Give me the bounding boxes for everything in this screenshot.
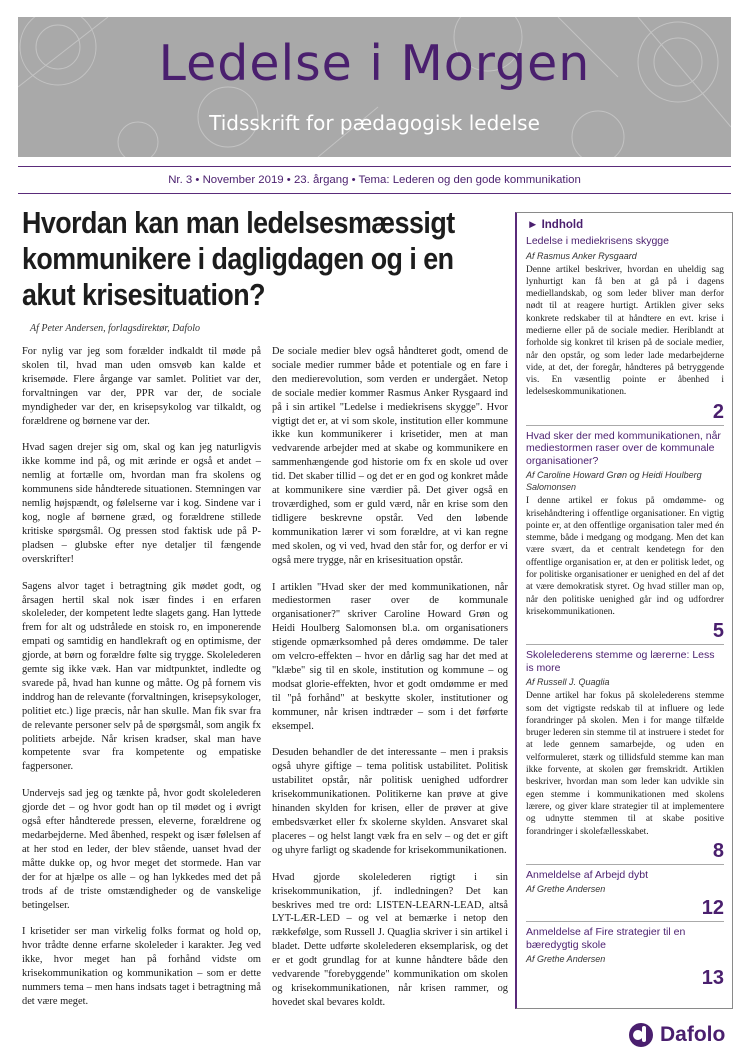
contents-item-title: Ledelse i mediekrisens skygge <box>526 235 669 247</box>
contents-item-description: Denne artikel har fokus på skolelederens stemme som det vigtigste redskab til at influere og lede forandringer på skolen. Men i for mange tilfælde bruger lederen sin stemme til at instruere i stedet for at lede gennem samarbejde, og uden en velformuleret, stærk og tillidsfuld stemme kan man ikke forvente, at skolen gør fremskridt. Artiklen beskriver, hvordan man som leder kan udvikle sin egen stemme i kommunikationen med skolens lærere, og giver klare strategier til at implementere og udnytte stemmen til at skabe positive forandringer i skolefællesskabet. <box>526 691 724 837</box>
paragraph: I artiklen "Hvad sker der med kommunikationen, når mediestormen raser over de kommunale organisationer?" skriver Caroline Howard Grøn og Heidi Houlberg Salomonsen bl.a. om organisationers stigende opmærksomhed på deres omdømme. De taler om velcro-effekten – hvor en dårlig sag har det med at "klæbe" sig til en skole, institution og kommune – og modsat glorie-effekten, hvor et godt omdømme er med til "på forhånd" at beskytte skoler, institutioner og kommuner, når krisen indtræder – som i det førførte eksempel. <box>272 581 508 732</box>
divider <box>526 644 724 645</box>
article-byline: Af Peter Andersen, forlagsdirektør, Dafolo <box>30 323 200 334</box>
paragraph: Hvad gjorde skolelederen rigtigt i sin krisekommunikation, jf. indledningen? Det kan beskrives med tre ord: LISTEN-LEARN-LEAD, altså LYT-LÆR-LED – og vel at bemærke i netop den rækkefølge, som Russell J. Quaglia skriver i sin artikel i bladet. Dette udførte skolelederen eksemplarisk, og det er et godt grundlag for at kunne håndtere både den vedvarende "forebyggende" kommunikation om skolen og krisekommunikationen, når krisen rammer, og hovedet skal bevares koldt. <box>272 871 508 1008</box>
contents-item-page: 2 <box>712 400 724 423</box>
article-column-2 <box>272 345 508 1023</box>
contents-heading: ► Indhold <box>527 219 584 231</box>
paragraph: I krisetider ser man virkelig folks format og hold op, hvor trådte denne erfarne skoleleder i karakter. Jeg ved ikke, hvor meget han på forhånd vidste om krisekommunikation og kommunikation – som er dette nummers tema – men hans indsats taget i betragtning må det være meget. <box>22 926 261 1007</box>
paragraph: De sociale medier blev også håndteret godt, omend de sociale medier rummer både et potentiale og en fare i den medierevolution, som verden er undergået. Netop de sociale medier kommer Rasmus Anker Rysgaard ind på i sin artikel "Ledelse i mediekrisens skygge". Hvor vigtigt det er, at vi som skole, institution eller kommune ikke kun kommunikerer i krisetider, men at man vedvarende arbejder med at skabe og kommunikere en sammenhængende god historie om fx en skole ud over tid. Det skaber tillid – og det er en god og konkret måde at kommunikere sine værdier på. Det giver også en troværdighed, som er guld værd, når en krise som den tidligere beskrevne opstår. Ved den løbende kommunikation lærer vi som forældre, at vi kan regne med skolen, og vi ved, hvad den står for, og derfor er vi også mere trygge, når en krisesituation opstår. <box>272 346 508 566</box>
dafolo-logo-icon <box>628 1022 654 1048</box>
paragraph: Hvad sagen drejer sig om, skal og kan jeg naturligvis ikke komme ind på, og mit ærinde er også et andet – nemlig at fortælle om, hvordan man fra skolens og kommunens side håndterede situationen. Stemningen var nemlig højspændt, og følelserne var i kog. Sindene var i kog, nogle af børnene græd, og forældrene stillede kritiske spørgsmål. Og pressen stod faktisk ude på P-pladsen – glubske efter nye detaljer til fængende overskrifter! <box>22 442 261 565</box>
contents-item-page: 13 <box>701 967 724 990</box>
contents-item-author: Af Caroline Howard Grøn og Heidi Houlberg Salomonsen <box>526 470 702 493</box>
contents-item-author: Af Grethe Andersen <box>526 954 606 965</box>
contents-item-page: 12 <box>701 897 724 920</box>
divider <box>526 864 724 865</box>
divider <box>526 921 724 922</box>
article-headline: Hvordan kan man ledelsesmæssigt kommunikere i dagligdagen og i en akut krisesituation? <box>22 206 455 312</box>
contents-item-author: Af Rasmus Anker Rysgaard <box>526 250 637 261</box>
paragraph: For nylig var jeg som forælder indkaldt til møde på skolen til, hvad man uden omsvøb kan kalde et krisemøde. Flere årgange var samlet. Politiet var der, forvaltningen var der, PPR var der, de sociale myndigheder var der, en krisepsykolog var tilkaldt, og forældrene og børnene var der. <box>22 346 261 427</box>
paragraph: Sagens alvor taget i betragtning gik mødet godt, og årsagen hertil skal nok især findes i en erfaren skoleleder, der kompetent ledte slagets gang. Han lyttede frem for alt og udstrålede en stoisk ro, en imponerende empati og samtidig en handlekraft og en optimisme, der gjorde, at børn og forældre følte sig trygge. Skolelederen gemte sig ikke væk. Han var midtpunktet, indledte og svarede på, hvad han kunne og måtte. Og på fornem vis inddrog han de relevante (forvaltningen, krisepsykologer, politiet etc.) lige præcis, når han skulle. Man fik svar fra de relevante personer selv på de spørgsmål, som angik fx politiets arbejde. Når krisen kradser, skal man have kompetente svar fra kompetente og empatiske fagpersoner. <box>22 580 261 773</box>
contents-item-title: Skolelederens stemme og lærerne: Less is more <box>526 649 715 674</box>
issue-line: Nr. 3 • November 2019 • 23. årgang • Tema: Lederen og den gode kommunikation <box>18 166 731 194</box>
contents-item-page: 8 <box>712 839 724 862</box>
divider <box>526 425 724 426</box>
publication-subtitle: Tidsskrift for pædagogisk ledelse <box>209 111 540 135</box>
contents-item-description: Denne artikel beskriver, hvordan en uheldig sag lynhurtigt kan få ben at gå på i dagens mediellandskab, og som leder bliver man derfor nødt til at reagere hurtigt. Artiklen giver seks konkrete redskaber til at håndtere en evt. krise i medierne eller på de sociale medier. Heriblandt at forholde sig konkret til krisen på de sociale medier, når den opstår, og som leder lade medarbejderne vide, at det, der foregår, håndteres på betryggende vis. En væsentlig pointe er åbenhed i ledelseskommunikationen. <box>526 264 724 398</box>
contents-item-page: 5 <box>712 620 724 643</box>
article-column-1 <box>22 345 261 1022</box>
contents-item-title: Anmeldelse af Arbejd dybt <box>526 868 648 881</box>
contents-item[interactable] <box>517 926 732 989</box>
contents-item-author: Af Grethe Andersen <box>526 884 606 895</box>
masthead-banner <box>18 17 731 157</box>
contents-item[interactable] <box>517 430 732 645</box>
contents-item-title: Hvad sker der med kommunikationen, når mediestormen raser over de kommunale organisationer? <box>526 429 721 467</box>
contents-sidebar <box>515 212 733 1009</box>
dafolo-logo[interactable] <box>628 1020 725 1050</box>
publication-title: Ledelse i Morgen <box>158 35 591 92</box>
contents-item[interactable] <box>517 869 732 923</box>
logo-wordmark: Dafolo <box>660 1023 726 1046</box>
paragraph: Desuden behandler de det interessante – men i praksis også uhyre giftige – tema politisk ustabilitet. Politisk ustabilitet opstår, når politisk uenighed udfordrer krisekommunikationen. Politikerne kan prøve at give hinanden skylden for krisen, eller de prøver at give embedsværket eller fx skolerne skylden. Ansvaret skal placeres – og helst langt væk fra en selv – og det er gift og uhyre farligt og skadende for krisekommunikationen. <box>272 747 508 856</box>
contents-item-description: I denne artikel er fokus på omdømme- og krisehåndtering i offentlige organisationer. En vigtig pointe er, at den offentlige organisation taler med én stemme, både i medgang og modgang. Men det kan være svært, da et centralt kendetegn for den offentlige organisation er, at den er politisk ledet, og for politiske organisationer er uenighed en del af det at være demokratisk styret. Og hvad stiller man op, når den politiske uenighed går ind og udfordrer krisekommunikationen. <box>526 496 724 617</box>
contents-item[interactable] <box>517 235 732 426</box>
contents-item-title: Anmeldelse af Fire strategier til en bæredygtig skole <box>526 926 686 951</box>
paragraph: Undervejs sad jeg og tænkte på, hvor godt skolelederen gjorde det – og hvor godt han op til mødet og i øvrigt også efter håndterede pressen, eleverne, forældrene og medarbejderne. Med åbenhed, respekt og især følelsen af at her stod en leder, der blev stående, uanset hvad der måtte dukke op, og hvor meget det stormede. Han var der for at hjælpe os alle – og han lykkedes med det på trods af de triste omstændigheder og de vanskelige betingelser. <box>22 788 261 911</box>
contents-item[interactable] <box>517 649 732 865</box>
contents-item-author: Af Russell J. Quaglia <box>526 677 610 688</box>
